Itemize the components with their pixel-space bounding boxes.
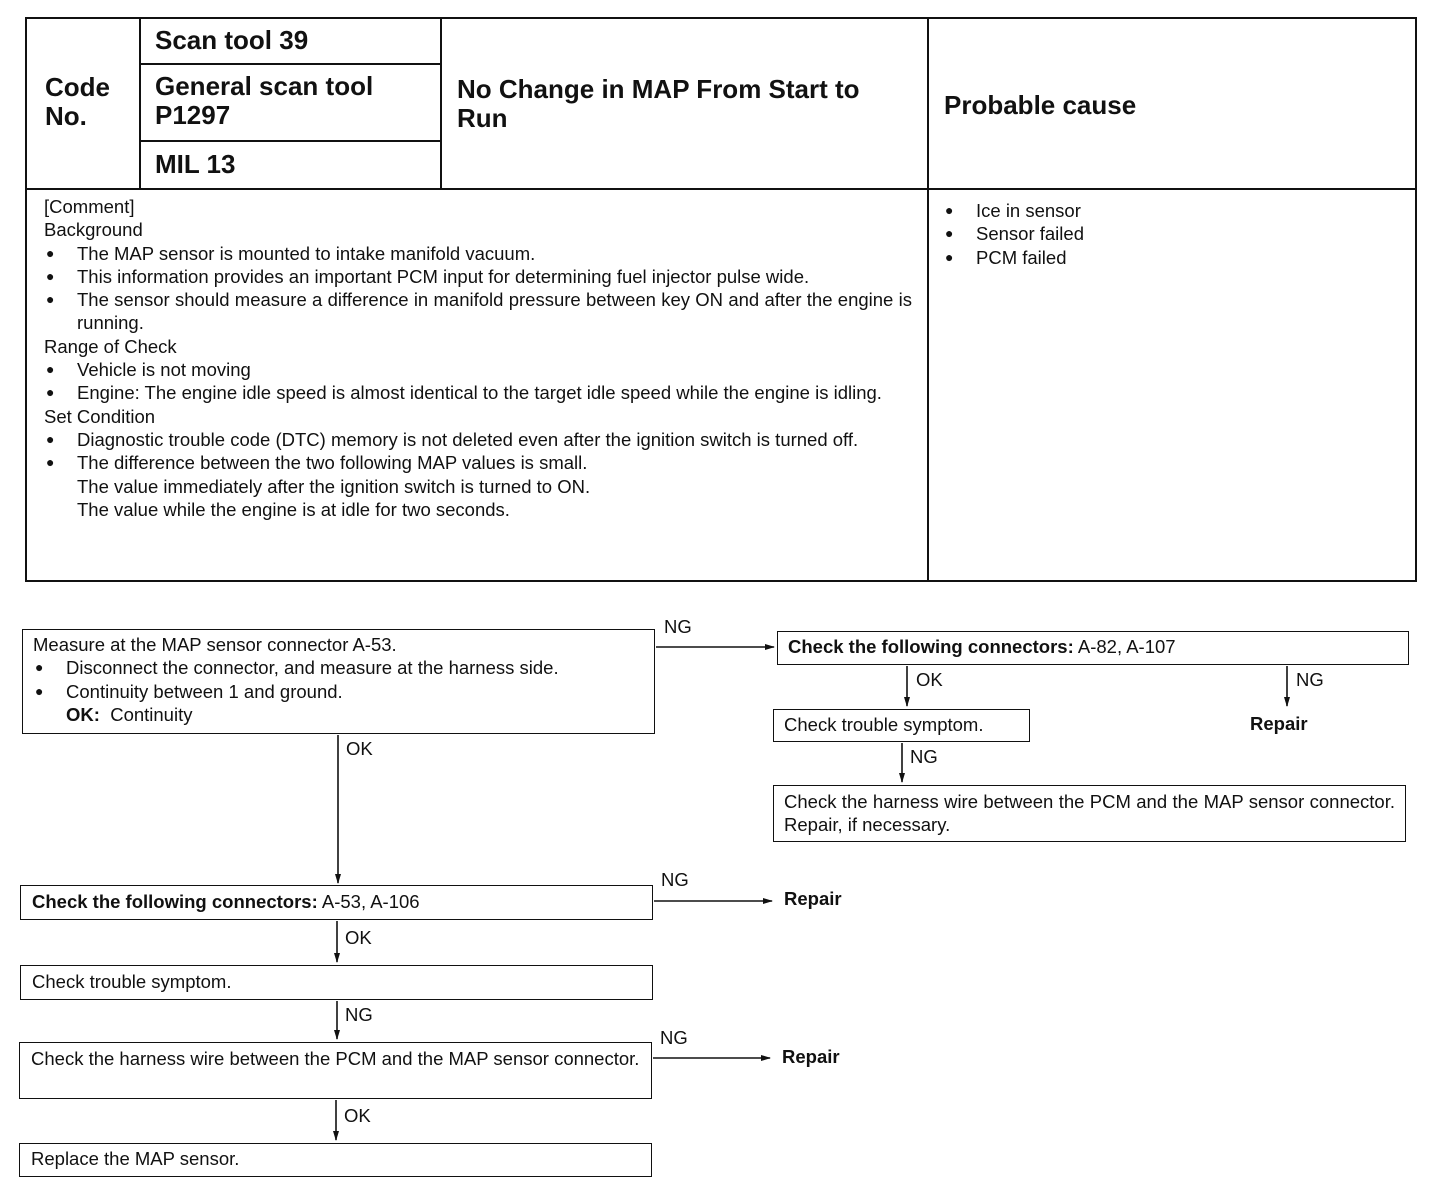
ok-criteria (33, 703, 644, 726)
list-item: ● Engine: The engine idle speed is almost identical to the target idle speed while the engine is idling. (44, 381, 912, 404)
general-scan-tool-code: General scan tool P1297 (155, 71, 374, 130)
repair-label: Repair (784, 888, 842, 909)
table-divider (440, 17, 442, 189)
list-item: ● Ice in sensor (943, 199, 1403, 222)
ng-label: NG (910, 746, 938, 767)
set-condition-list (44, 428, 912, 521)
ok-label: OK (346, 738, 373, 759)
step-check-connectors-left (20, 885, 653, 920)
check-connectors-label: Check the following connectors: (32, 891, 318, 912)
table-divider (139, 140, 441, 142)
step-title: Measure at the MAP sensor connector A-53. (33, 634, 397, 655)
ok-label: OK (916, 669, 943, 690)
list-subitem: The value immediately after the ignition switch is turned to ON. (77, 475, 591, 497)
ok-label: OK: (66, 703, 100, 725)
step-text: Check trouble symptom. (32, 971, 232, 992)
repair-label: Repair (782, 1046, 840, 1067)
list-item: ● Diagnostic trouble code (DTC) memory is not deleted even after the ignition switch is turned off. (44, 428, 912, 451)
background-label: Background (44, 219, 143, 241)
step-harness-left (19, 1042, 652, 1099)
step-text: Check the harness wire between the PCM and the MAP sensor connector. Repair, if necessary. (784, 791, 1395, 836)
probable-cause-heading: Probable cause (944, 90, 1137, 120)
table-divider (927, 17, 929, 582)
step-text: Check the harness wire between the PCM and the MAP sensor connector. (31, 1048, 640, 1069)
list-item: ● Sensor failed (943, 222, 1403, 245)
code-no-heading: Code No. (45, 72, 110, 131)
step-check-connectors-right (777, 631, 1409, 665)
step-text: Check trouble symptom. (784, 714, 984, 735)
step-list (33, 656, 644, 703)
connector-list: A-53, A-106 (321, 891, 420, 912)
step-measure-connector (22, 629, 655, 734)
list-item (44, 451, 912, 521)
background-list (44, 242, 912, 335)
step-text: Replace the MAP sensor. (31, 1148, 240, 1169)
connector-list: A-82, A-107 (1077, 636, 1176, 657)
list-item: ● The sensor should measure a difference in manifold pressure between key ON and after the engine is running. (44, 288, 912, 335)
comment-section (44, 195, 912, 521)
ng-label: NG (345, 1004, 373, 1025)
ng-label: NG (664, 616, 692, 637)
step-trouble-symptom-right (773, 709, 1030, 742)
step-replace-sensor (19, 1143, 652, 1177)
ok-value: Continuity (110, 703, 193, 725)
scan-tool-code: Scan tool 39 (155, 25, 309, 55)
step-trouble-symptom-left (20, 965, 653, 1000)
ng-label: NG (1296, 669, 1324, 690)
repair-label: Repair (1250, 713, 1308, 734)
list-item: ● Continuity between 1 and ground. (33, 680, 644, 703)
list-item: ● This information provides an important PCM input for determining fuel injector pulse wide. (44, 265, 912, 288)
list-item: ● The MAP sensor is mounted to intake manifold vacuum. (44, 242, 912, 265)
comment-label: [Comment] (44, 196, 135, 217)
table-divider (25, 188, 1417, 190)
check-connectors-label: Check the following connectors: (788, 636, 1074, 657)
probable-cause-list (943, 199, 1403, 269)
table-divider (139, 17, 141, 189)
step-harness-right (773, 785, 1406, 842)
list-item-text: The difference between the two following MAP values is small. (77, 452, 588, 474)
ng-label: NG (660, 1027, 688, 1048)
list-subitem: The value while the engine is at idle for two seconds. (77, 498, 510, 520)
ok-label: OK (345, 927, 372, 948)
range-label: Range of Check (44, 335, 177, 357)
mil-code: MIL 13 (155, 149, 236, 179)
table-divider (139, 63, 441, 65)
list-item: ● Disconnect the connector, and measure at the harness side. (33, 656, 644, 679)
range-list (44, 358, 912, 405)
ok-label: OK (344, 1105, 371, 1126)
dtc-title: No Change in MAP From Start to Run (457, 74, 860, 133)
list-item: ● Vehicle is not moving (44, 358, 912, 381)
set-condition-label: Set Condition (44, 405, 156, 427)
ng-label: NG (661, 869, 689, 890)
list-item: ● PCM failed (943, 246, 1403, 269)
